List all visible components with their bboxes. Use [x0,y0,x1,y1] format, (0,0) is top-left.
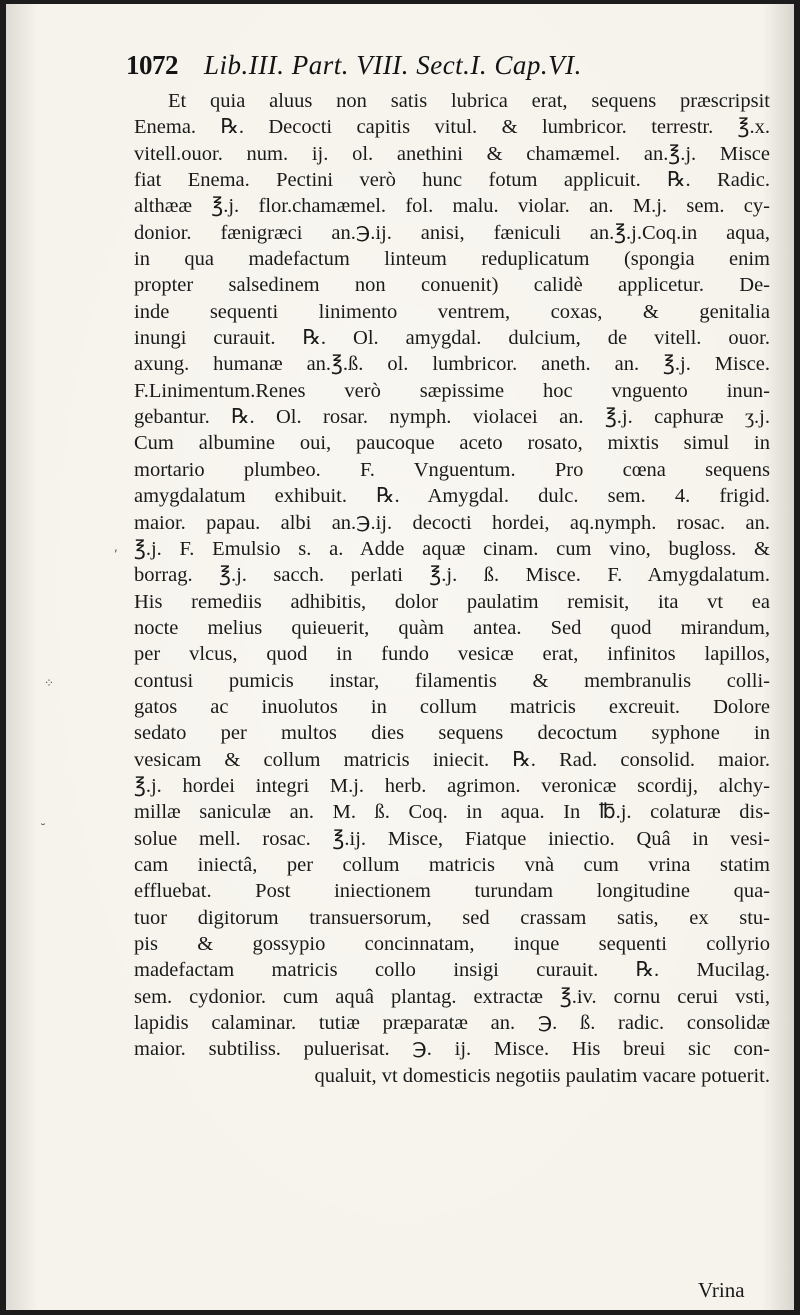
text-line: borrag. ℥.j. sacch. perlati ℥.j. ß. Misce. F. Amygdalatum. [134,564,770,587]
text-line: inungi curauit. ℞. Ol. amygdal. dulcium, de vitell. ouor. [134,327,770,350]
text-line: madefactam matricis collo insigi curauit. ℞. Mucilag. [134,959,770,982]
text-line: pis & gossypio concinnatam, inque sequenti collyrio [134,933,770,955]
text-line: per vlcus, quod in fundo vesicæ erat, infinitos lapillos, [134,643,770,666]
text-line: gebantur. ℞. Ol. rosar. nymph. violacei an. ℥.j. caphuræ ʒ.j. [134,406,770,429]
text-line: F.Linimentum.Renes verò sæpissime hoc vnguento inun- [134,379,770,402]
text-line: vesicam & collum matricis iniecit. ℞. Rad. consolid. maior. [134,748,770,771]
page-header [126,50,766,90]
catchword: Vrina [698,1278,745,1302]
text-line: millæ saniculæ an. M. ß. Coq. in aqua. In ℔.j. colaturæ dis- [134,801,770,824]
text-line: propter salsedinem non conuenit) calidè applicetur. De- [134,274,770,297]
text-line: donior. fænigræci an.℈.ij. anisi, fæniculi an.℥.j.Coq.in aqua, [134,221,770,244]
text-line: ℥.j. F. Emulsio s. a. Adde aquæ cinam. cum vino, bugloss. & [134,537,770,560]
text-line: solue mell. rosac. ℥.ij. Misce, Fiatque iniectio. Quâ in vesi- [134,827,770,850]
text-line: Et quia aluus non satis lubrica erat, sequens præscripsit [168,90,770,112]
text-line: sedato per multos dies sequens decoctum syphone in [134,722,770,745]
text-line: althææ ℥.j. flor.chamæmel. fol. malu. violar. an. M.j. sem. cy- [134,195,770,218]
text-line: sem. cydonior. cum aquâ plantag. extractæ ℥.iv. cornu cerui vsti, [134,985,770,1008]
text-line: vitell.ouor. num. ij. ol. anethini & chamæmel. an.℥.j. Misce [134,142,770,165]
text-line: gatos ac inuolutos in collum matricis excreuit. Dolore [134,695,770,718]
text-line: fiat Enema. Pectini verò hunc fotum applicuit. ℞. Radic. [134,169,770,192]
text-line: qualuit, vt domesticis negotiis paulatim vacare potuerit. [314,1064,770,1087]
ink-speck-icon: , [114,540,118,554]
text-line: mortario plumbeo. F. Vnguentum. Pro cœna sequens [134,458,770,481]
running-head: Lib.III. Part. VIII. Sect.I. Cap.VI. [204,50,582,80]
ink-speck-icon: ˘ [40,822,46,836]
text-line: effluebat. Post iniectionem turundam longitudine qua- [134,880,770,903]
page-number: 1072 [126,50,178,80]
text-line: maior. subtiliss. puluerisat. ℈. ij. Misce. His breui sic con- [134,1038,770,1061]
text-line: lapidis calaminar. tutiæ præparatæ an. ℈. ß. radic. consolidæ [134,1012,770,1035]
text-line: Cum albumine oui, paucoque aceto rosato, mixtis simul in [134,432,770,455]
ink-speck-icon: ⁘ [44,676,55,690]
text-line: amygdalatum exhibuit. ℞. Amygdal. dulc. sem. 4. frigid. [134,485,770,508]
text-line: maior. papau. albi an.℈.ij. decocti hordei, aq.nymph. rosac. an. [134,511,770,534]
text-line: His remediis adhibitis, dolor paulatim remisit, ita vt ea [134,590,770,613]
text-line: inde sequenti linimento ventrem, coxas, & genitalia [134,300,770,323]
text-line: tuor digitorum transuersorum, sed crassam satis, ex stu- [134,906,770,929]
text-line: axung. humanæ an.℥.ß. ol. lumbricor. aneth. an. ℥.j. Misce. [134,353,770,376]
text-line: ℥.j. hordei integri M.j. herb. agrimon. veronicæ scordij, alchy- [134,774,770,797]
text-line: nocte melius quieuerit, quàm antea. Sed quod mirandum, [134,616,770,639]
text-line: Enema. ℞. Decocti capitis vitul. & lumbricor. terrestr. ℥.x. [134,116,770,139]
text-line: cam iniectâ, per collum matricis vnà cum vrina statim [134,853,770,876]
text-body [134,88,770,1089]
text-line: in qua madefactum linteum reduplicatum (spongia enim [134,248,770,271]
book-page [6,4,794,1310]
text-line: contusi pumicis instar, filamentis & membranulis colli- [134,669,770,692]
